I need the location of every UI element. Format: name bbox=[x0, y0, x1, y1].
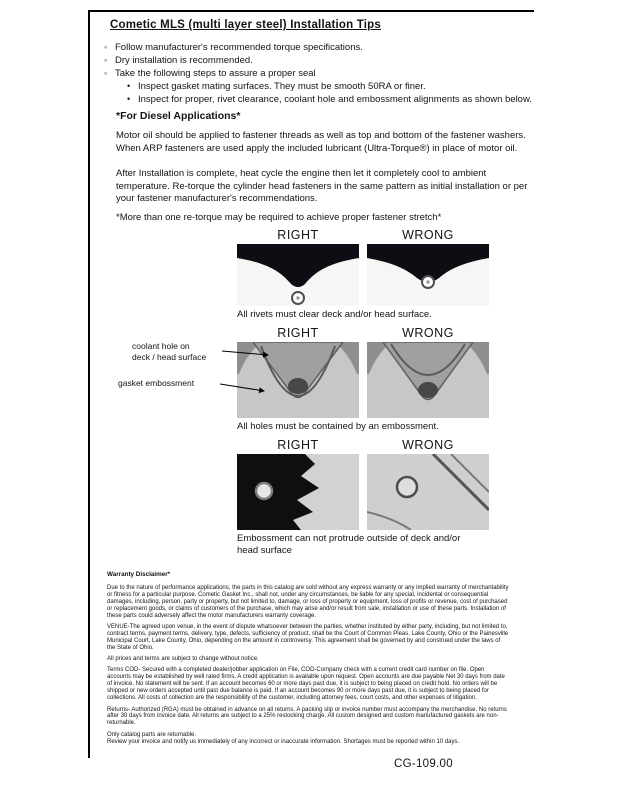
rivet-clearance-right-image bbox=[237, 244, 359, 306]
top-rule bbox=[88, 10, 534, 12]
tip-item bbox=[104, 54, 544, 67]
coolant-hole-icon bbox=[418, 382, 438, 398]
tip-text: Take the following steps to assure a proper seal bbox=[115, 68, 316, 79]
hole-embossment-wrong-image bbox=[367, 342, 489, 418]
tip-item bbox=[104, 67, 544, 80]
gasket-embossment-callout: gasket embossment bbox=[118, 378, 195, 388]
right-label: RIGHT bbox=[277, 228, 319, 242]
diesel-paragraph-1: Motor oil should be applied to fastener threads as well as top and bottom of the fastener washers. When ARP fasteners are used apply the included lubricant (Ultra-Torque®) in place of motor oil. bbox=[116, 130, 526, 154]
right-label: RIGHT bbox=[277, 326, 319, 340]
diagram-row1-caption: All rivets must clear deck and/or head surface. bbox=[237, 309, 432, 320]
hole-icon bbox=[256, 483, 272, 499]
page-number: CG-109.00 bbox=[394, 758, 453, 770]
warranty-paragraph: Returns- Authorized (RGA) must be obtained in advance on all returns. A packing slip or invoice number must accompany the merchandise. No returns after 30 days from invoice date. All returns are subject to a 25% restocking charge. All custom designed and custom manufactured gaskets are non-returnable. bbox=[107, 706, 507, 727]
diagram-row2-labels bbox=[237, 326, 489, 340]
protrusion-wrong-image bbox=[367, 454, 489, 530]
rivet-clearance-wrong-image bbox=[367, 244, 489, 306]
coolant-hole-icon bbox=[288, 378, 308, 394]
bullet-icon: ◦ bbox=[104, 42, 108, 52]
diagram-row1-images bbox=[237, 244, 489, 306]
wrong-label: WRONG bbox=[402, 228, 454, 242]
hole-icon bbox=[397, 477, 417, 497]
page-title: Cometic MLS (multi layer steel) Installation Tips bbox=[110, 19, 381, 31]
protrusion-right-image bbox=[237, 454, 359, 530]
left-rule bbox=[88, 10, 90, 758]
bullet-icon: • bbox=[127, 81, 131, 91]
warranty-paragraph: VENUE-The agreed upon venue, in the event of dispute whatsoever between the parties, whether instituted by either party, including, but not limited to, contract terms, payment terms, delivery, type, defects, sufficiency of product, shall be the Court of Common Pleas, Lake County, Ohio or the Painesville Municipal Court, Lake County, Ohio, depending on the amount in controversy. This agreement shall be governed by and construed under the laws of the State of Ohio. bbox=[107, 623, 509, 651]
tip-sub-item bbox=[127, 80, 544, 93]
tip-item bbox=[104, 41, 544, 54]
tips-list bbox=[104, 41, 544, 106]
retorque-note: *More than one re-torque may be required to achieve proper fastener stretch* bbox=[116, 212, 442, 223]
tip-sub-item bbox=[127, 93, 544, 106]
diesel-paragraph-2: After Installation is complete, heat cycle the engine then let it completely cool to ambient temperature. Re-torque the cylinder head fasteners in the same pattern as initial installation or per your fastener manufacturer's recommendations. bbox=[116, 168, 528, 204]
diagram-row3-caption: Embossment can not protrude outside of deck and/or head surface bbox=[237, 533, 461, 556]
tip-text: Follow manufacturer's recommended torque specifications. bbox=[115, 42, 363, 53]
coolant-hole-callout bbox=[132, 341, 222, 362]
tip-text: Inspect for proper, rivet clearance, coolant hole and embossment alignments as shown below. bbox=[138, 94, 532, 105]
diagram-row3-images bbox=[237, 454, 489, 530]
arrow-icon bbox=[220, 384, 264, 391]
bullet-icon: • bbox=[127, 94, 131, 104]
warranty-paragraph: Only catalog parts are returnable. bbox=[107, 731, 197, 738]
diagram-row3-labels bbox=[237, 438, 489, 452]
bullet-icon: ◦ bbox=[104, 68, 108, 78]
tip-text: Inspect gasket mating surfaces. They must be smooth 50RA or finer. bbox=[138, 81, 426, 92]
callout-line: coolant hole on bbox=[132, 341, 190, 351]
arrow-icon bbox=[222, 351, 268, 355]
warranty-disclaimer bbox=[107, 572, 509, 750]
callout-arrows bbox=[220, 344, 276, 396]
tip-text: Dry installation is recommended. bbox=[115, 55, 253, 66]
diagram-row1-labels bbox=[237, 228, 489, 242]
warranty-heading: Warranty Disclaimer* bbox=[107, 571, 171, 578]
diagram-row2-caption: All holes must be contained by an embossment. bbox=[237, 421, 439, 432]
wrong-label: WRONG bbox=[402, 438, 454, 452]
warranty-paragraph: Review your invoice and notify us immediately of any incorrect or inaccurate information. Shortages must be reported within 10 days. bbox=[107, 738, 460, 745]
bullet-icon: ◦ bbox=[104, 55, 108, 65]
wrong-label: WRONG bbox=[402, 326, 454, 340]
callout-line: deck / head surface bbox=[132, 351, 207, 362]
warranty-paragraph: All prices and terms are subject to change without notice. bbox=[107, 656, 259, 663]
warranty-paragraph: Terms COD- Secured with a completed dealer/jobber application on File, COD-Company check with a current credit card number on file. Open accounts may be established by well rated firms. A credit application is available upon request. Open accounts are due payable Net 30 days from date of invoice. No statement will be sent. If an account becomes 60 or more days past due, it is subject to being placed on credit hold. No orders will be shipped or new orders accepted until past due balance is paid. If an account becomes 90 or more days past due, it is subject to being placed for collections. All costs of collection are the responsibility of the customer, including attorney fees, court costs, and other expenses of litigation. bbox=[107, 667, 505, 702]
right-label: RIGHT bbox=[277, 438, 319, 452]
diesel-heading: *For Diesel Applications* bbox=[116, 110, 241, 122]
warranty-paragraph: Due to the nature of performance applications, the parts in this catalog are sold without any express warranty or any implied warranty of merchantability or fitness for a particular purpose. Cometic Gasket Inc., shall not, under any circumstances, be liable for any special, incidental or consequential damages, including, person, party or property, but not limited to, damage, or loss of property or equipment, loss of profits or revenue, cost of purchased or replacement goods, or claims of customers of the purchase, which may arise and/or result from sale, installation or use of these parts. Installation of these parts could adversely affect the motor manufacturers warranty coverage. bbox=[107, 584, 509, 619]
